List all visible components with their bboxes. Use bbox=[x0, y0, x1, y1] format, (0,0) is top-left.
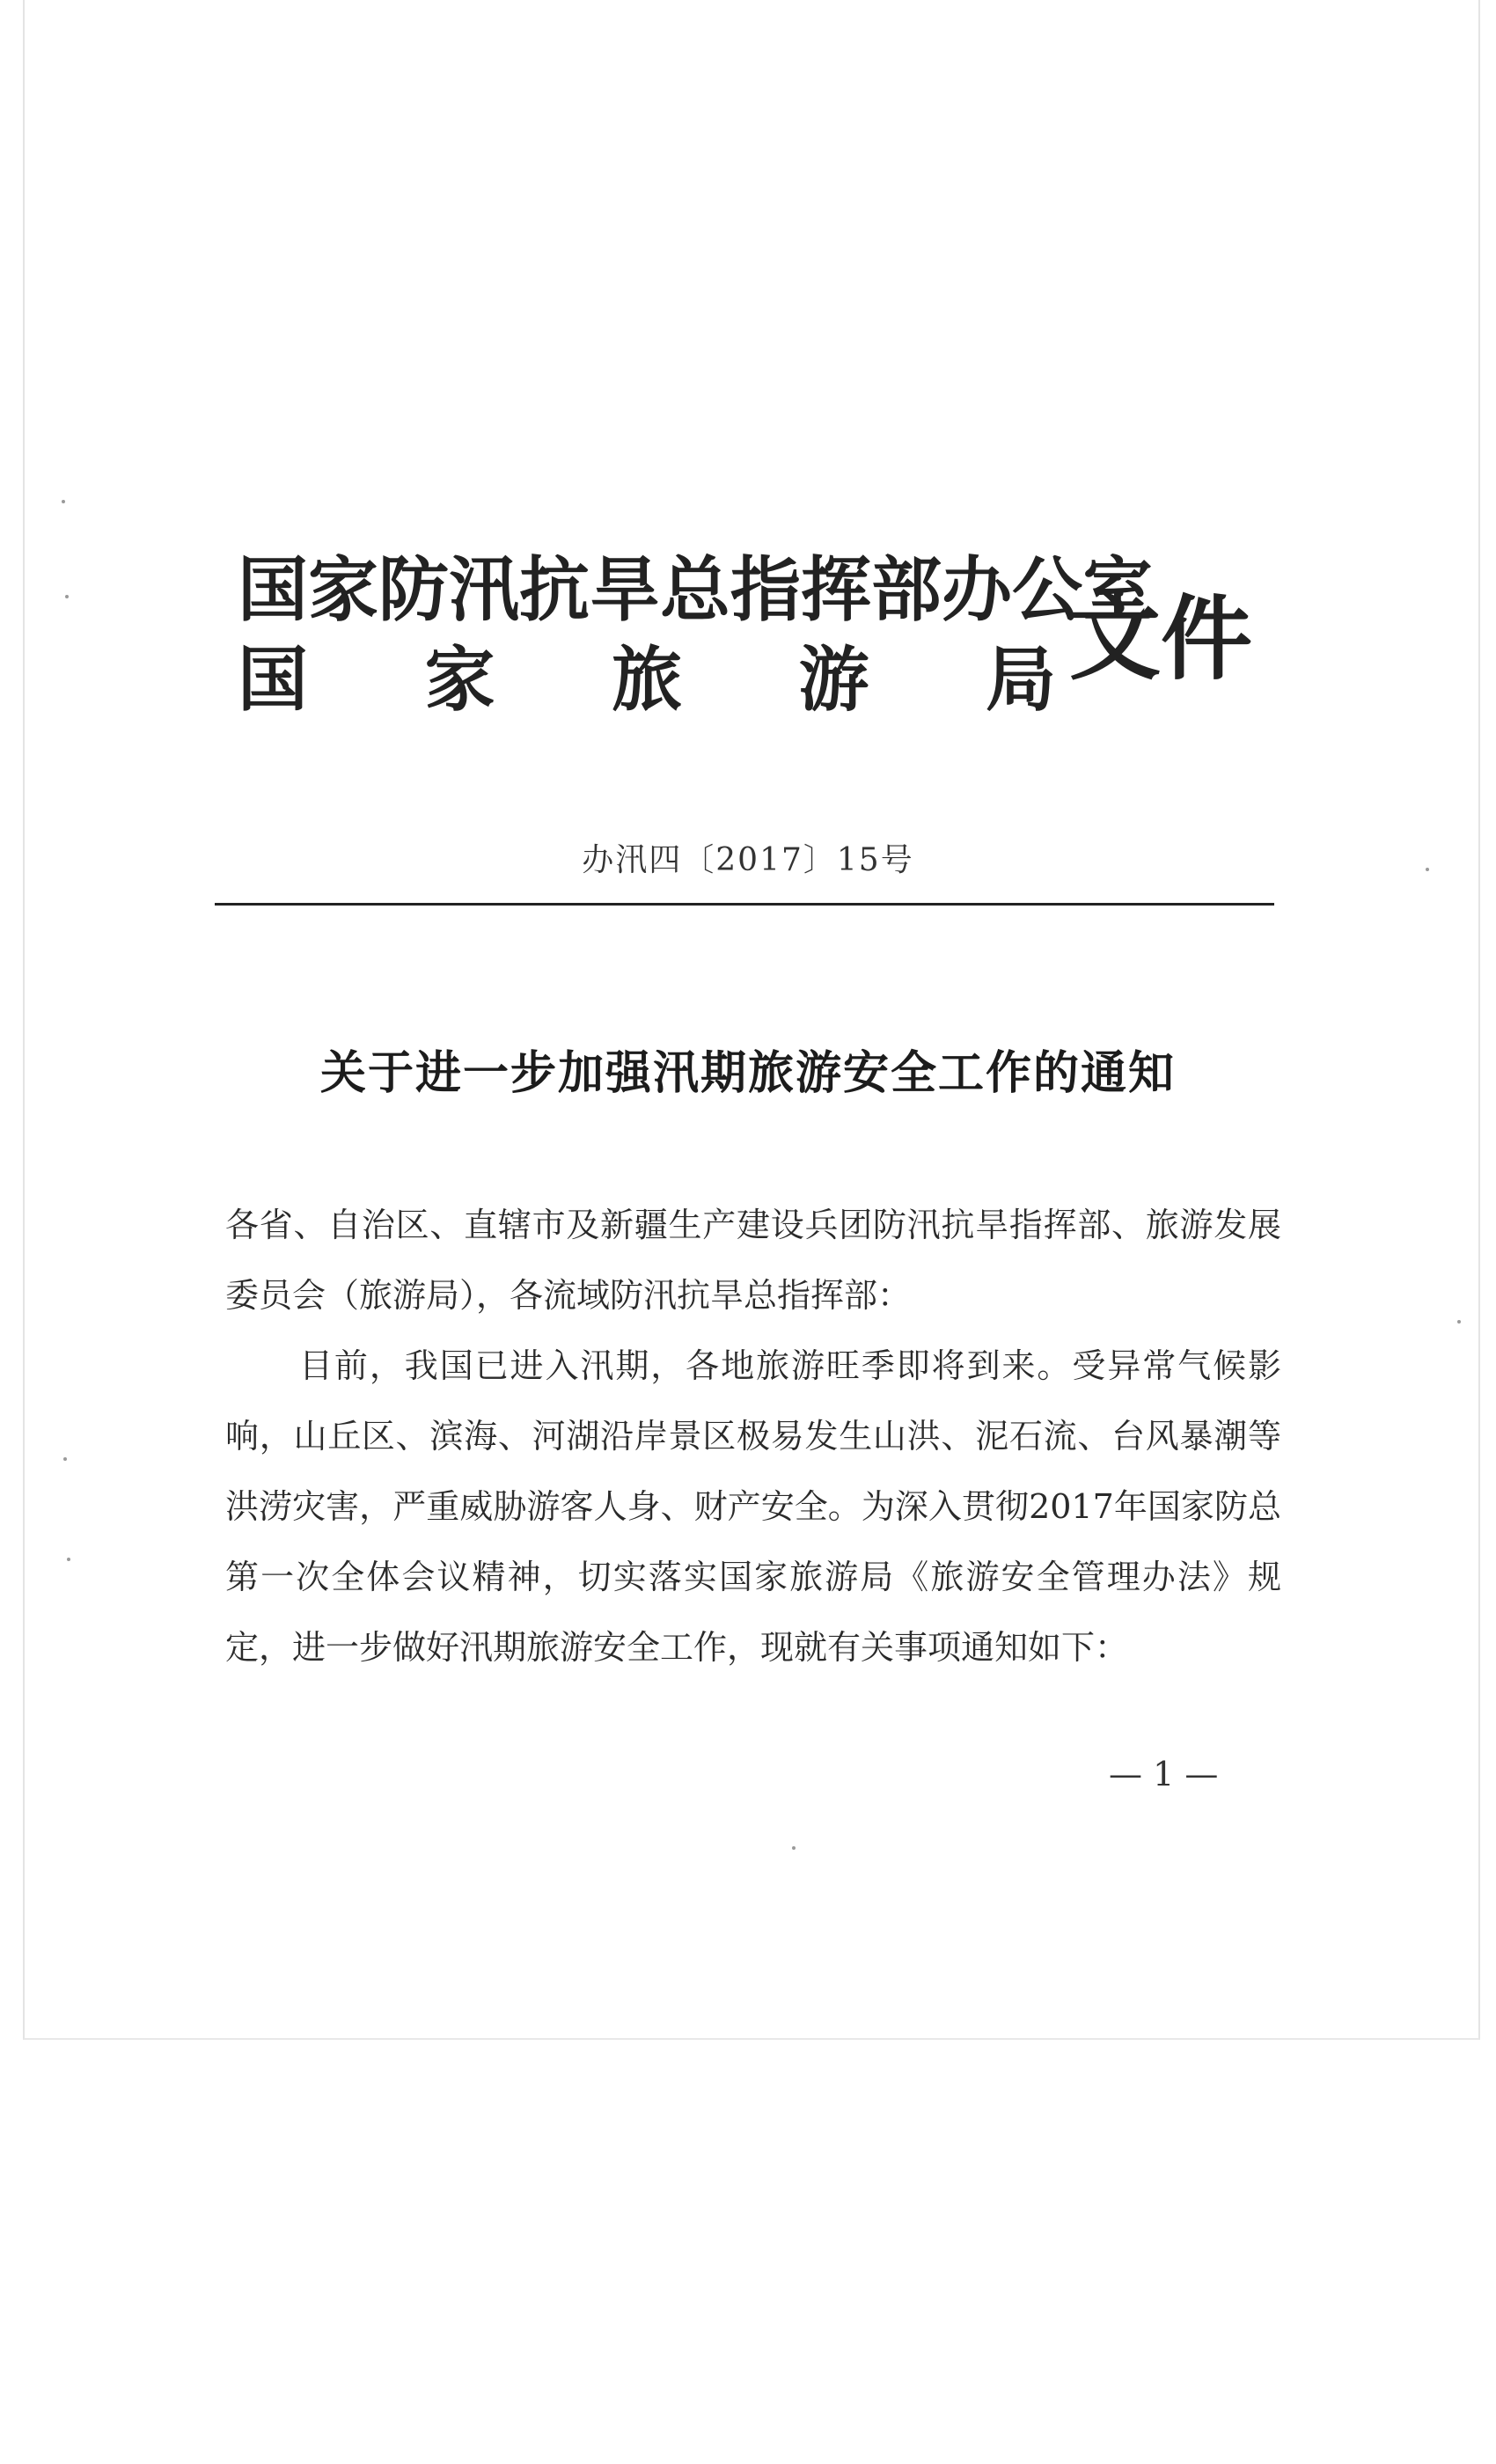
issuing-org-flood-control-office: 国家防汛抗旱总指挥部办公室 bbox=[238, 548, 1153, 631]
document-number: 办汛四〔2017〕15号 bbox=[582, 842, 914, 878]
issuing-org-tourism-administration bbox=[238, 639, 1056, 720]
header-divider bbox=[215, 903, 1274, 906]
document-header bbox=[238, 546, 1258, 739]
org-char: 旅 bbox=[612, 638, 682, 721]
document-type-label: 文件 bbox=[1069, 584, 1253, 693]
scan-speck bbox=[63, 1457, 67, 1461]
org-char: 国 bbox=[238, 638, 308, 721]
body-paragraph: 目前，我国已进入汛期，各地旅游旺季即将到来。受异常气候影响，山丘区、滨海、河湖沿岸景区极易发生山洪、泥石流、台风暴潮等洪涝灾害，严重威胁游客人身、财产安全。为深入贯彻2017年国家防总第一次全体会议精神，切实落实国家旅游局《旅游安全管理办法》规定，进一步做好汛期旅游安全工作，现就有关事项通知如下： bbox=[225, 1346, 1281, 1667]
page-number: — 1 — bbox=[1109, 1755, 1219, 1793]
scan-speck bbox=[1426, 868, 1429, 871]
scan-speck bbox=[792, 1846, 796, 1850]
org-char: 局 bbox=[986, 638, 1056, 721]
addressee: 各省、自治区、直辖市及新疆生产建设兵团防汛抗旱指挥部、旅游发展委员会（旅游局），各流域防汛抗旱总指挥部： bbox=[225, 1206, 1281, 1315]
notice-title: 关于进一步加强汛期旅游安全工作的通知 bbox=[319, 1046, 1176, 1100]
scan-speck bbox=[1457, 1320, 1461, 1324]
scan-speck bbox=[65, 595, 69, 598]
org-char: 游 bbox=[798, 638, 869, 721]
scan-speck bbox=[67, 1558, 70, 1561]
scan-speck bbox=[62, 500, 65, 503]
org-char: 家 bbox=[424, 638, 495, 721]
scanned-page bbox=[23, 0, 1480, 2040]
